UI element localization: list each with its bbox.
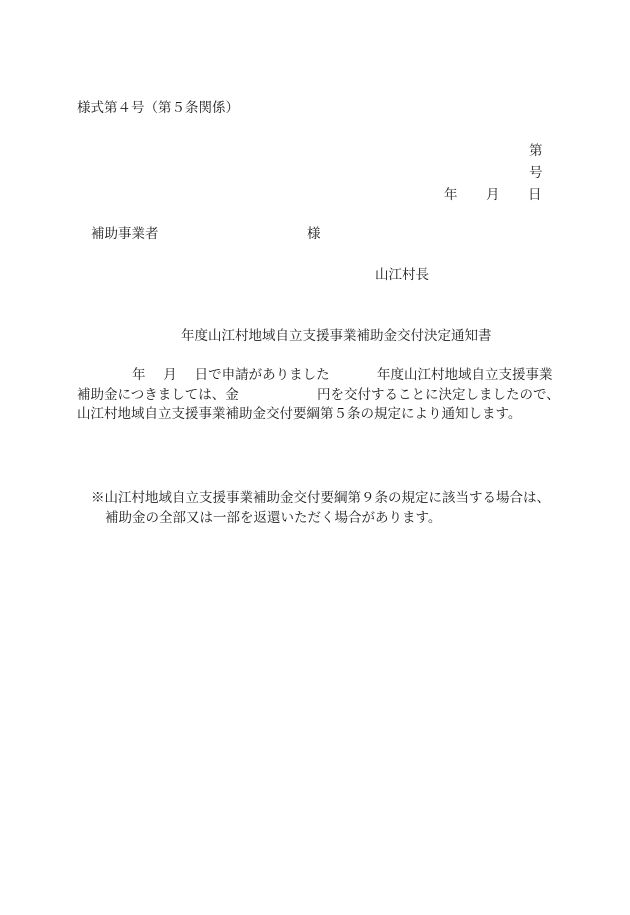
recipient-honorific: 様 <box>307 226 321 242</box>
issue-date <box>0 183 630 203</box>
body-line-2-part-1: 補助金につきましては、金 <box>77 387 239 403</box>
date-year-label: 年 <box>444 187 458 203</box>
body-line-2 <box>77 383 560 403</box>
body-line-2-part-2: 円を交付することに決定しましたので、 <box>317 387 560 403</box>
recipient-label: 補助事業者 <box>91 226 159 242</box>
date-day-label: 日 <box>528 187 542 203</box>
document-number-prefix: 第 <box>529 143 543 159</box>
note-line-1: ※山江村地域自立支援事業補助金交付要綱第９条の規定に該当する場合は、 <box>91 490 550 506</box>
body-line-1 <box>77 363 557 383</box>
note-line-2: 補助金の全部又は一部を返還いただく場合があります。 <box>105 510 442 526</box>
form-label: 様式第４号（第５条関係） <box>77 100 239 116</box>
document-title: 年度山江村地域自立支援事業補助金交付決定通知書 <box>181 328 492 344</box>
recipient-line <box>0 222 630 242</box>
body-line-1-part-2: 年度山江村地域自立支援事業 <box>377 367 553 383</box>
date-month-label: 月 <box>486 187 500 203</box>
body-line-1-part-1: 年 月 日で申請がありました <box>132 367 330 383</box>
body-line-3: 山江村地域自立支援事業補助金交付要綱第５条の規定により通知します。 <box>77 406 522 422</box>
issuer-name: 山江村長 <box>375 267 429 283</box>
document-number-suffix: 号 <box>529 165 543 181</box>
